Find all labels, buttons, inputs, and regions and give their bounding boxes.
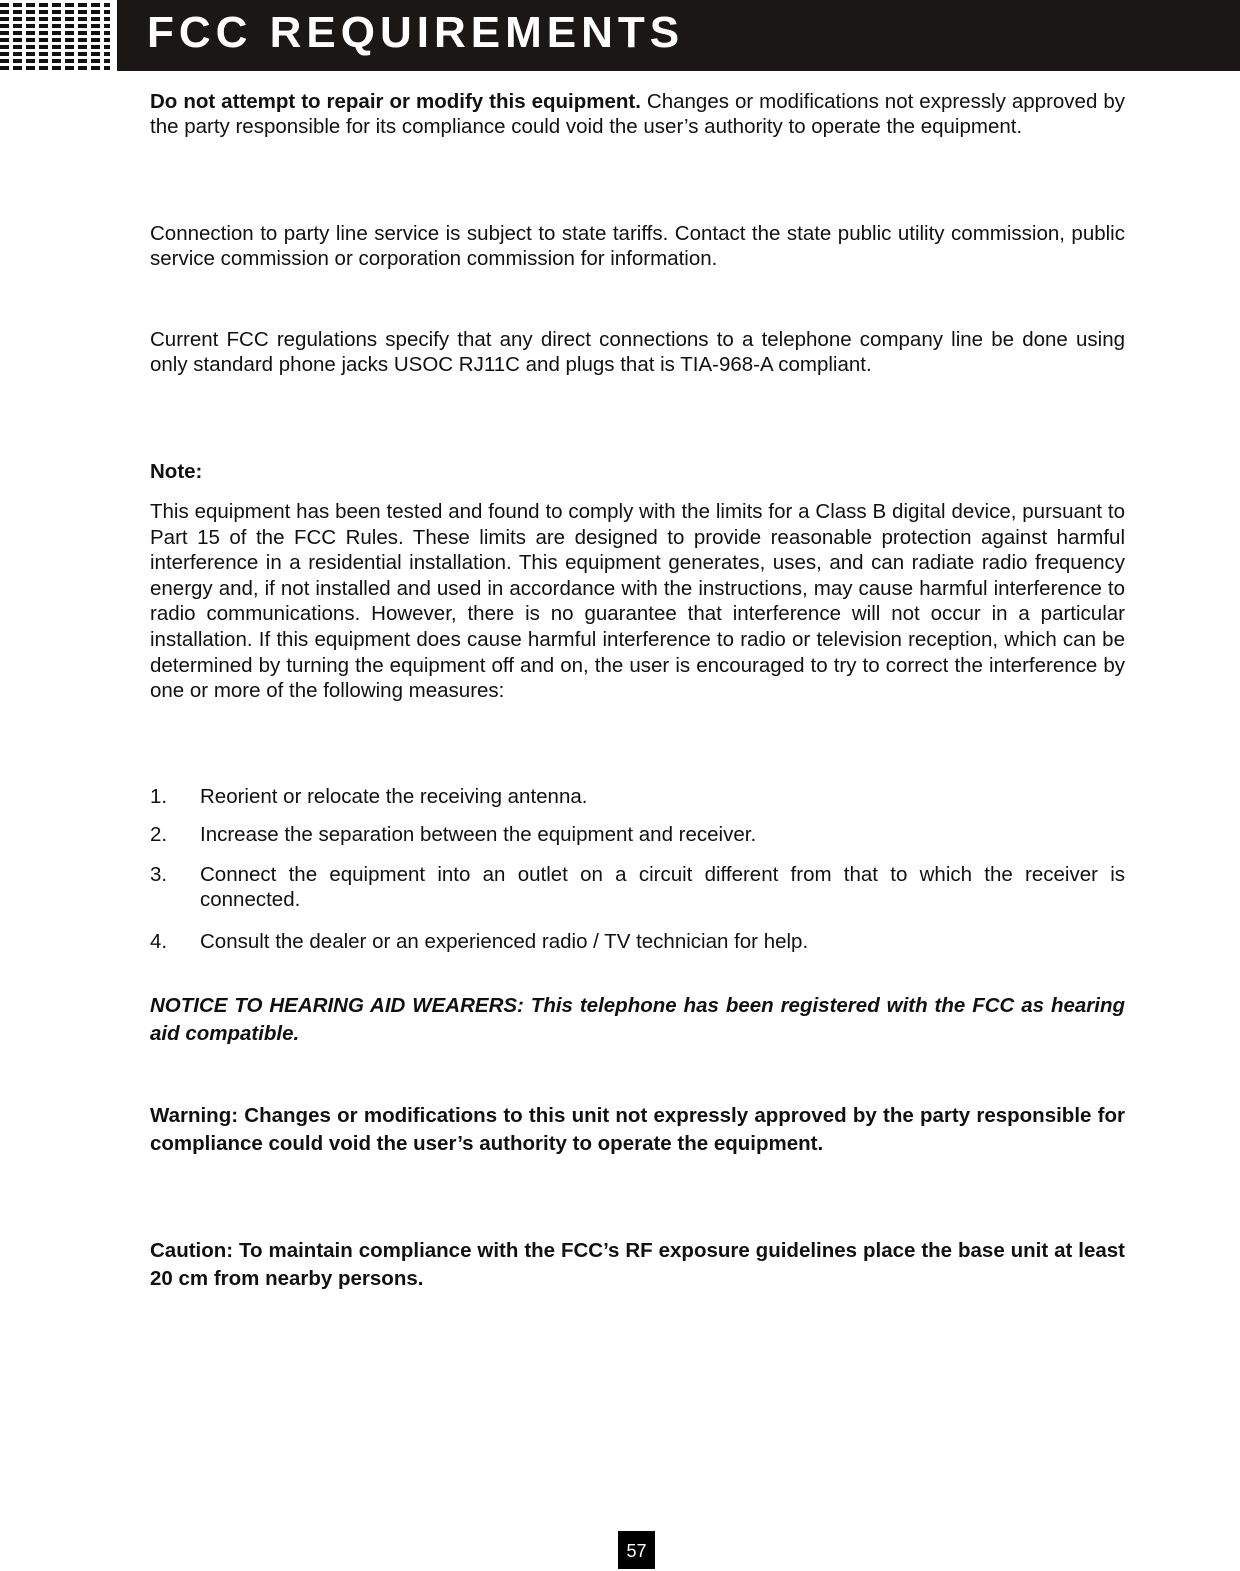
measure-item: 2. Increase the separation between the equipment and receiver. bbox=[150, 823, 757, 846]
decorative-pattern bbox=[0, 0, 110, 70]
measure-item: 4. Consult the dealer or an experienced radio / TV technician for help. bbox=[150, 930, 809, 953]
repair-warning-bold: Do not attempt to repair or modify this equipment. bbox=[150, 90, 641, 113]
warning-paragraph: Warning: Changes or modifications to this unit not expressly approved by the party responsible for compliance could void the user’s authority to operate the equipment. bbox=[150, 1104, 1125, 1155]
caution-paragraph: Caution: To maintain compliance with the FCC’s RF exposure guidelines place the base unit at least 20 cm from nearby persons. bbox=[150, 1239, 1125, 1290]
page-number: 57 bbox=[618, 1531, 655, 1569]
note-label: Note: bbox=[150, 460, 203, 483]
repair-paragraph bbox=[150, 89, 1125, 139]
measure-item: 1. Reorient or relocate the receiving antenna. bbox=[150, 785, 588, 808]
header-bar bbox=[117, 0, 1240, 71]
measure-item: 3. Connect the equipment into an outlet on a circuit different from that to which the receiver is connected. bbox=[150, 863, 1125, 911]
jacks-paragraph: Current FCC regulations specify that any direct connections to a telephone company line be done using only standard phone jacks USOC RJ11C and plugs that is TIA-968-A compliant. bbox=[150, 328, 1125, 376]
repair-text: Changes or modifications not expressly approved by the party responsible for its compliance could void the user’s authority to operate the equipment. bbox=[150, 90, 1125, 138]
hearing-aid-notice: NOTICE TO HEARING AID WEARERS: This telephone has been registered with the FCC as hearing aid compatible. bbox=[150, 994, 1125, 1045]
page-title: FCC REQUIREMENTS bbox=[147, 8, 685, 57]
party-line-paragraph: Connection to party line service is subject to state tariffs. Contact the state public utility commission, public service commission or corporation commission for information. bbox=[150, 222, 1125, 270]
note-paragraph: This equipment has been tested and found to comply with the limits for a Class B digital device, pursuant to Part 15 of the FCC Rules. These limits are designed to provide reasonable protection against harmful interference in a residential installation. This equipment generates, uses, and can radiate radio frequency energy and, if not installed and used in accordance with the instructions, may cause harmful interference to radio communications. However, there is no guarantee that interference will not occur in a particular installation. If this equipment does cause harmful interference to radio or television reception, which can be determined by turning the equipment off and on, the user is encouraged to try to correct the interference by one or more of the following measures: bbox=[150, 500, 1125, 703]
